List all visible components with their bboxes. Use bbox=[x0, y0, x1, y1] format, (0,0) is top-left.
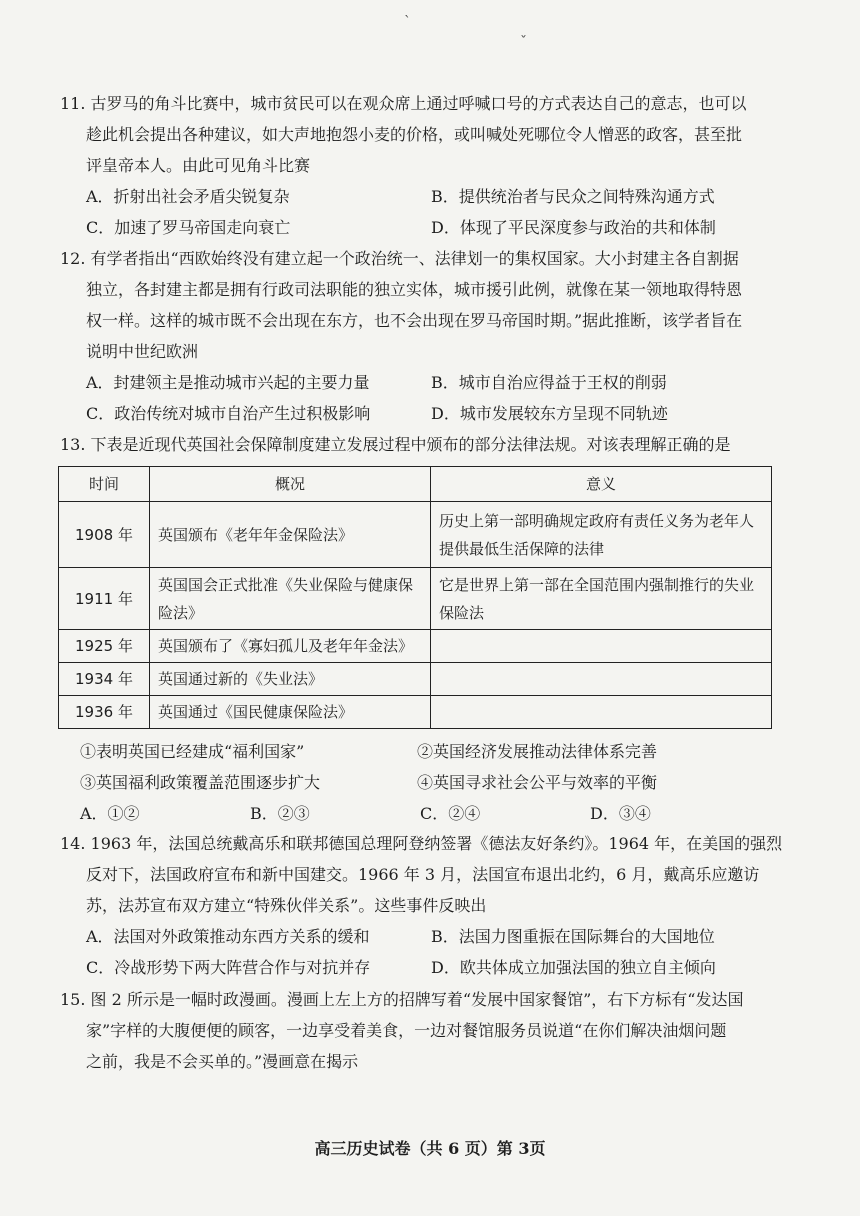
option-c[interactable]: C．政治传统对城市自治产生过积极影响 bbox=[86, 404, 371, 423]
stem-line: 古罗马的角斗比赛中，城市贫民可以在观众席上通过呼喊口号的方式表达自己的意志，也可以 bbox=[90, 94, 747, 113]
stem-line: 家”字样的大腹便便的顾客，一边享受着美食，一边对餐馆服务员说道“在你们解决油烟问题 bbox=[86, 1021, 727, 1040]
cell-meaning bbox=[431, 663, 772, 696]
header-time: 时间 bbox=[59, 467, 150, 502]
scan-speck: ˇ bbox=[520, 34, 527, 50]
cell-overview: 英国通过新的《失业法》 bbox=[150, 663, 431, 696]
statement-1: ①表明英国已经建成“福利国家” bbox=[80, 742, 305, 761]
options bbox=[60, 181, 800, 243]
option-b[interactable]: B．城市自治应得益于王权的削弱 bbox=[431, 373, 667, 392]
stem-line: 趁此机会提出各种建议，如大声地抱怨小麦的价格，或叫喊处死哪位令人憎恶的政客，甚至批 bbox=[86, 125, 743, 144]
option-d[interactable]: D．③④ bbox=[590, 804, 651, 823]
question-12 bbox=[60, 243, 800, 429]
option-b[interactable]: B．②③ bbox=[250, 804, 310, 823]
cell-year: 1934 年 bbox=[59, 663, 150, 696]
stem-line: 之前，我是不会买单的。”漫画意在揭示 bbox=[86, 1052, 359, 1071]
option-a[interactable]: A．①② bbox=[80, 804, 140, 823]
statement-2: ②英国经济发展推动法律体系完善 bbox=[417, 742, 658, 761]
stem-line: 有学者指出“西欧始终没有建立起一个政治统一、法律划一的集权国家。大小封建主各自割据 bbox=[90, 249, 739, 268]
question-number: 11. bbox=[60, 94, 86, 113]
stem-line: 苏，法苏宣布双方建立“特殊伙伴关系”。这些事件反映出 bbox=[86, 896, 487, 915]
option-d[interactable]: D．欧共体成立加强法国的独立自主倾向 bbox=[431, 958, 716, 977]
question-number: 12. bbox=[60, 249, 86, 268]
question-stem bbox=[60, 429, 800, 460]
stem-line: 权一样。这样的城市既不会出现在东方，也不会出现在罗马帝国时期。”据此推断，该学者旨在 bbox=[86, 311, 743, 330]
question-stem bbox=[60, 88, 800, 119]
stem-line: 说明中世纪欧洲 bbox=[86, 342, 199, 361]
options bbox=[60, 367, 800, 429]
law-table bbox=[58, 466, 772, 729]
option-d[interactable]: D．体现了平民深度参与政治的共和体制 bbox=[431, 218, 716, 237]
question-number: 13. bbox=[60, 435, 86, 454]
stem-line: 下表是近现代英国社会保障制度建立发展过程中颁布的部分法律法规。对该表理解正确的是 bbox=[90, 435, 731, 454]
cell-meaning: 历史上第一部明确规定政府有责任义务为老年人提供最低生活保障的法律 bbox=[431, 502, 772, 568]
scan-speck: ` bbox=[404, 14, 411, 30]
question-stem bbox=[60, 243, 800, 274]
option-b[interactable]: B．提供统治者与民众之间特殊沟通方式 bbox=[431, 187, 715, 206]
option-d[interactable]: D．城市发展较东方呈现不同轨迹 bbox=[431, 404, 668, 423]
header-overview: 概况 bbox=[150, 467, 431, 502]
statements bbox=[60, 736, 760, 829]
header-meaning: 意义 bbox=[431, 467, 772, 502]
stem-line: 反对下，法国政府宣布和新中国建交。1966 年 3 月，法国宣布退出北约，6 月，戴高乐应邀访 bbox=[86, 865, 760, 884]
question-stem bbox=[60, 984, 800, 1015]
option-c[interactable]: C．②④ bbox=[420, 804, 481, 823]
table-row bbox=[59, 630, 772, 663]
option-a[interactable]: A．封建领主是推动城市兴起的主要力量 bbox=[86, 373, 370, 392]
cell-overview: 英国通过《国民健康保险法》 bbox=[150, 696, 431, 729]
option-b[interactable]: B．法国力图重振在国际舞台的大国地位 bbox=[431, 927, 715, 946]
table-row bbox=[59, 696, 772, 729]
option-c[interactable]: C．加速了罗马帝国走向衰亡 bbox=[86, 218, 291, 237]
option-a[interactable]: A．折射出社会矛盾尖锐复杂 bbox=[86, 187, 290, 206]
statement-4: ④英国寻求社会公平与效率的平衡 bbox=[417, 773, 658, 792]
stem-line: 1963 年，法国总统戴高乐和联邦德国总理阿登纳签署《德法友好条约》。1964 年，在美国的强烈 bbox=[90, 834, 783, 853]
table-row bbox=[59, 663, 772, 696]
cell-year: 1925 年 bbox=[59, 630, 150, 663]
table-row bbox=[59, 568, 772, 630]
question-15 bbox=[60, 984, 800, 1077]
question-number: 14. bbox=[60, 834, 86, 853]
question-13 bbox=[60, 429, 800, 460]
question-stem bbox=[60, 828, 800, 859]
cell-overview: 英国颁布《老年年金保险法》 bbox=[150, 502, 431, 568]
cell-meaning bbox=[431, 630, 772, 663]
cell-overview: 英国颁布了《寡妇孤儿及老年年金法》 bbox=[150, 630, 431, 663]
table-row bbox=[59, 502, 772, 568]
option-a[interactable]: A．法国对外政策推动东西方关系的缓和 bbox=[86, 927, 370, 946]
cell-overview: 英国国会正式批准《失业保险与健康保险法》 bbox=[150, 568, 431, 630]
question-14 bbox=[60, 828, 800, 983]
statement-3: ③英国福利政策覆盖范围逐步扩大 bbox=[80, 773, 321, 792]
stem-line: 独立，各封建主都是拥有行政司法职能的独立实体，城市援引此例，就像在某一领地取得特恩 bbox=[86, 280, 743, 299]
cell-year: 1908 年 bbox=[59, 502, 150, 568]
question-number: 15. bbox=[60, 990, 86, 1009]
table-header-row bbox=[59, 467, 772, 502]
page-footer: 高三历史试卷（共 6 页）第 3页 bbox=[314, 1139, 546, 1158]
option-c[interactable]: C．冷战形势下两大阵营合作与对抗并存 bbox=[86, 958, 371, 977]
cell-year: 1911 年 bbox=[59, 568, 150, 630]
cell-meaning: 它是世界上第一部在全国范围内强制推行的失业保险法 bbox=[431, 568, 772, 630]
stem-line: 图 2 所示是一幅时政漫画。漫画上左上方的招牌写着“发展中国家餐馆”，右下方标有“发达国 bbox=[90, 990, 744, 1009]
cell-meaning bbox=[431, 696, 772, 729]
question-11 bbox=[60, 88, 800, 243]
cell-year: 1936 年 bbox=[59, 696, 150, 729]
stem-line: 评皇帝本人。由此可见角斗比赛 bbox=[86, 156, 311, 175]
options bbox=[60, 921, 800, 983]
